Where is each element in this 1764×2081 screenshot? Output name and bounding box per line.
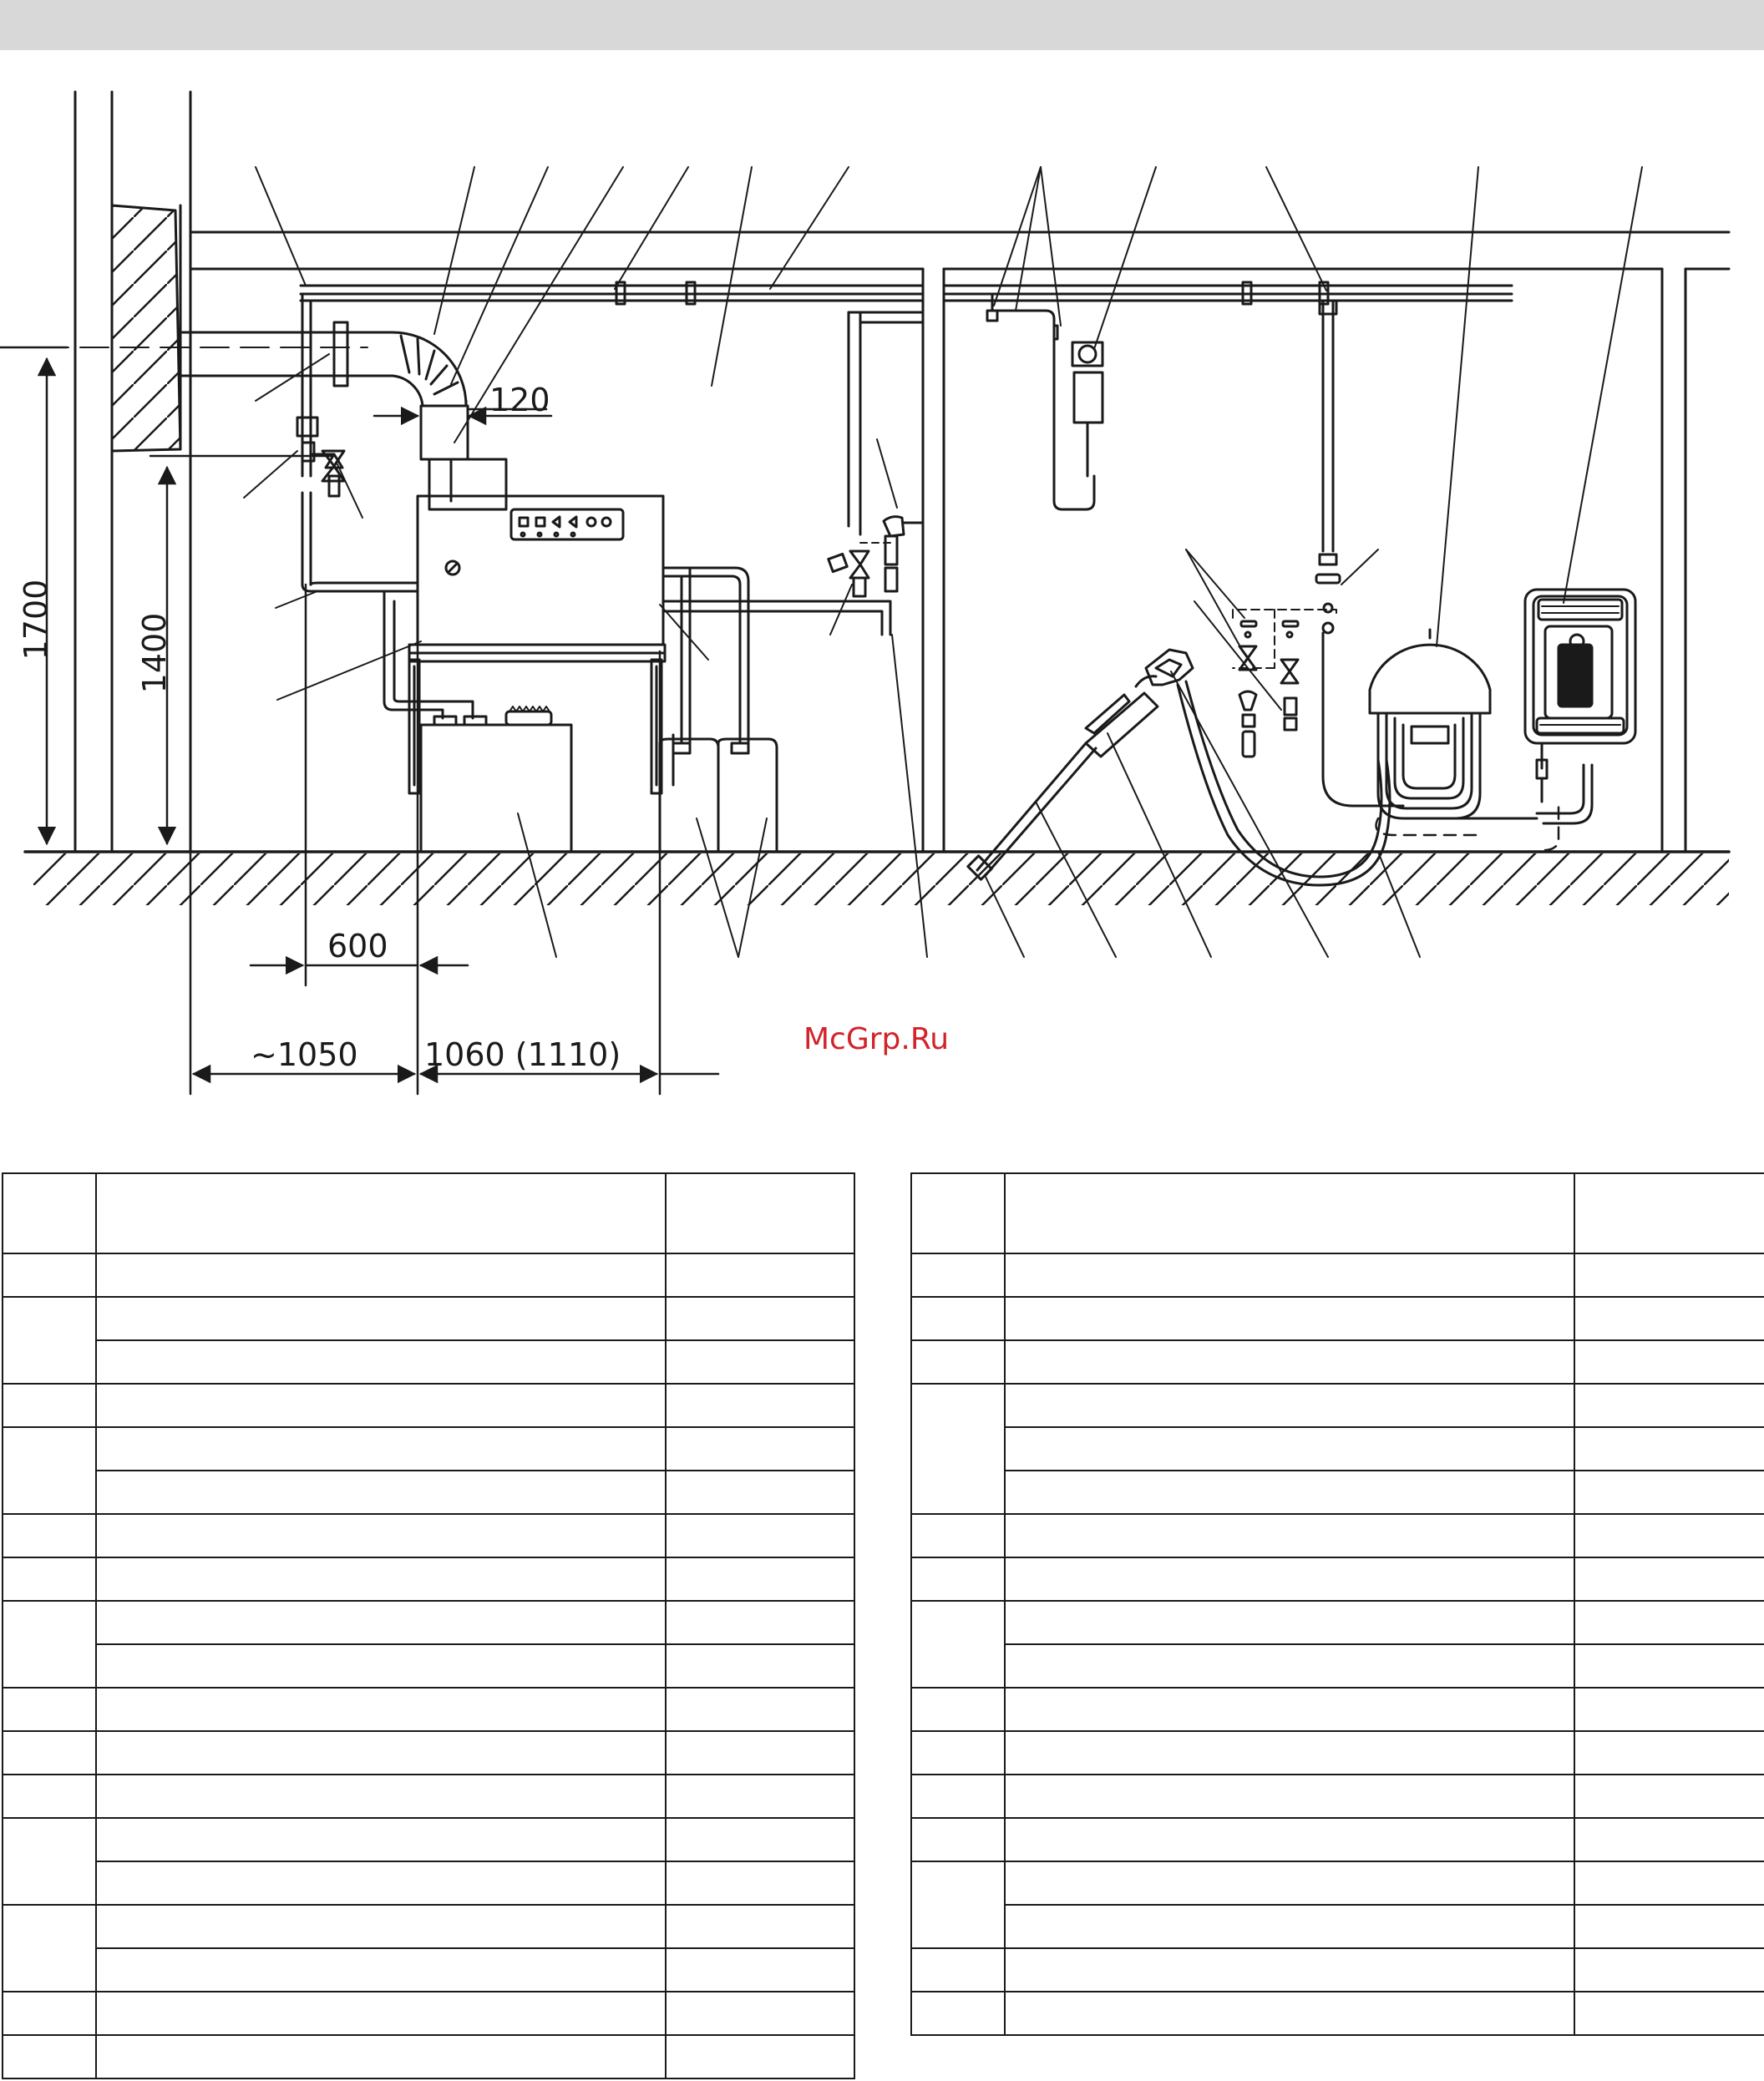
table-row [911,1340,1764,1384]
wall-section [112,205,180,451]
dimension-lines [0,347,718,1094]
table-cell-number [3,1601,96,1688]
dimension-1700: 1700 [18,579,54,661]
pressure-switch-assembly [987,294,1102,509]
table-cell-part-no [1574,1861,1764,1905]
table-cell-part-no [1574,1775,1764,1818]
table-row [3,1818,854,1861]
water-inlet-valve [302,443,418,591]
table-header-row [911,1173,1764,1253]
table-cell-part-no [666,1253,854,1297]
table-row [3,1601,854,1644]
table-cell-description [1005,1427,1574,1471]
water-tap [829,517,922,601]
table-cell-number [911,1297,1005,1340]
table-cell-part-no [1574,1644,1764,1688]
table-row [3,1427,854,1471]
table-cell-part-no [666,1818,854,1861]
table-cell-description [1005,1644,1574,1688]
table-cell-number [911,1992,1005,2035]
header-bar [0,0,1764,50]
dimension-120: 120 [489,382,550,418]
table-cell-description [96,1601,666,1644]
table-cell-description [1005,1253,1574,1297]
fuel-tank [384,593,571,852]
dimension-600: 600 [327,928,388,965]
table-cell-description [96,1644,666,1688]
table-row [911,1948,1764,1992]
table-cell-part-no [1574,1557,1764,1601]
table-cell-number [911,1514,1005,1557]
table-cell-number [911,1775,1005,1818]
table-cell-number [911,1557,1005,1601]
table-cell-number [911,1601,1005,1688]
table-cell-description [96,1514,666,1557]
table-cell-part-no [666,1601,854,1644]
table-cell-description [1005,1861,1574,1905]
parts-table-left [2,1172,855,2079]
table-cell-description [96,1992,666,2035]
table-cell-number [3,1297,96,1384]
table-cell-number [911,1731,1005,1775]
table-cell-description [96,1775,666,1818]
table-row [911,1818,1764,1861]
table-row [911,1253,1764,1297]
table-row [3,1688,854,1731]
table-cell-description [96,1818,666,1861]
table-row [3,1471,854,1514]
table-cell-part-no [1574,1297,1764,1340]
table-cell-description [1005,1384,1574,1427]
table-cell-part-no [1574,1471,1764,1514]
table-cell-part-no [1574,1601,1764,1644]
table-header-cell [911,1173,1005,1253]
table-header-cell [1574,1173,1764,1253]
table-cell-description [1005,1514,1574,1557]
table-cell-part-no [1574,1818,1764,1861]
table-header-cell [96,1173,666,1253]
table-cell-number [911,1818,1005,1861]
table-row [911,1644,1764,1688]
table-cell-number [3,1514,96,1557]
table-cell-description [96,1905,666,1948]
table-row [3,1948,854,1992]
table-cell-number [3,1905,96,1992]
table-cell-part-no [666,1384,854,1427]
table-cell-number [3,1557,96,1601]
table-cell-description [1005,1905,1574,1948]
table-cell-part-no [666,1471,854,1514]
table-cell-number [911,1253,1005,1297]
table-cell-number [3,1253,96,1297]
table-row [3,1905,854,1948]
table-cell-part-no [666,1775,854,1818]
table-row [911,1992,1764,2035]
table-cell-part-no [666,1688,854,1731]
table-cell-description [1005,1688,1574,1731]
table-row [911,1775,1764,1818]
table-cell-part-no [666,1948,854,1992]
table-header-cell [1005,1173,1574,1253]
table-cell-part-no [666,1731,854,1775]
chemical-canisters [660,568,890,852]
dimension-1050: ~1050 [251,1036,358,1073]
table-cell-description [1005,1297,1574,1340]
parts-table-right [910,1172,1764,2036]
table-row [911,1557,1764,1601]
table-cell-description [96,1340,666,1384]
table-row [3,1557,854,1601]
machine-unit [409,459,665,793]
table-header-cell [3,1173,96,1253]
watermark: McGrp.Ru [803,1022,950,1056]
table-header-cell [666,1173,854,1253]
table-cell-number [3,2035,96,2078]
table-cell-number [911,1948,1005,1992]
table-cell-description [96,1427,666,1471]
table-cell-description [1005,1471,1574,1514]
table-cell-part-no [666,1644,854,1688]
table-cell-description [1005,1818,1574,1861]
table-cell-description [96,1384,666,1427]
table-row [3,1731,854,1775]
table-row [911,1601,1764,1644]
table-cell-part-no [1574,1948,1764,1992]
table-row [3,1775,854,1818]
table-cell-part-no [666,1514,854,1557]
table-cell-description [1005,1775,1574,1818]
table-row [3,2035,854,2078]
table-cell-part-no [666,1861,854,1905]
table-cell-part-no [1574,1340,1764,1384]
table-cell-part-no [666,1905,854,1948]
floor [25,852,1729,905]
accessory-parts [1233,610,1336,757]
table-cell-number [3,1427,96,1514]
table-cell-number [3,1731,96,1775]
table-cell-description [96,1557,666,1601]
table-row [3,1861,854,1905]
table-cell-number [911,1340,1005,1384]
table-cell-part-no [666,1340,854,1384]
table-cell-part-no [1574,1384,1764,1427]
table-cell-number [3,1992,96,2035]
table-row [3,1297,854,1340]
table-row [3,1644,854,1688]
table-cell-part-no [1574,1253,1764,1297]
table-row [911,1384,1764,1427]
table-row [911,1427,1764,1471]
dimension-1400: 1400 [136,612,173,694]
table-row [911,1297,1764,1340]
table-cell-part-no [1574,1905,1764,1948]
table-cell-description [96,1731,666,1775]
table-row [3,1340,854,1384]
table-cell-description [1005,1992,1574,2035]
table-row [911,1905,1764,1948]
table-row [3,1514,854,1557]
table-cell-part-no [1574,1688,1764,1731]
table-row [911,1731,1764,1775]
table-cell-description [1005,1948,1574,1992]
table-row [911,1688,1764,1731]
table-cell-number [3,1775,96,1818]
flue-pipe [0,322,468,501]
table-row [3,1384,854,1427]
table-cell-part-no [1574,1427,1764,1471]
table-row [3,1253,854,1297]
table-cell-description [96,1688,666,1731]
installation-diagram [0,50,1764,1169]
table-cell-number [911,1384,1005,1514]
table-header-row [3,1173,854,1253]
table-cell-part-no [666,2035,854,2078]
drop-pipe [1316,301,1403,806]
table-row [3,1992,854,2035]
dimension-1060: 1060 (1110) [424,1036,621,1073]
table-cell-part-no [1574,1731,1764,1775]
table-cell-description [1005,1340,1574,1384]
table-cell-description [96,1297,666,1340]
table-cell-number [911,1688,1005,1731]
table-cell-description [96,2035,666,2078]
table-cell-part-no [1574,1992,1764,2035]
table-cell-description [96,1861,666,1905]
table-row [911,1514,1764,1557]
table-cell-description [1005,1557,1574,1601]
table-cell-description [96,1471,666,1514]
table-cell-part-no [666,1297,854,1340]
table-cell-part-no [666,1557,854,1601]
table-row [911,1861,1764,1905]
table-cell-description [1005,1731,1574,1775]
table-cell-part-no [666,1992,854,2035]
table-cell-description [96,1948,666,1992]
table-row [911,1471,1764,1514]
table-cell-description [1005,1601,1574,1644]
table-cell-number [3,1384,96,1427]
wall-control-box [1525,590,1635,802]
table-cell-part-no [666,1427,854,1471]
table-cell-description [96,1253,666,1297]
table-cell-number [911,1861,1005,1948]
table-cell-number [3,1688,96,1731]
table-cell-number [3,1818,96,1905]
table-cell-part-no [1574,1514,1764,1557]
